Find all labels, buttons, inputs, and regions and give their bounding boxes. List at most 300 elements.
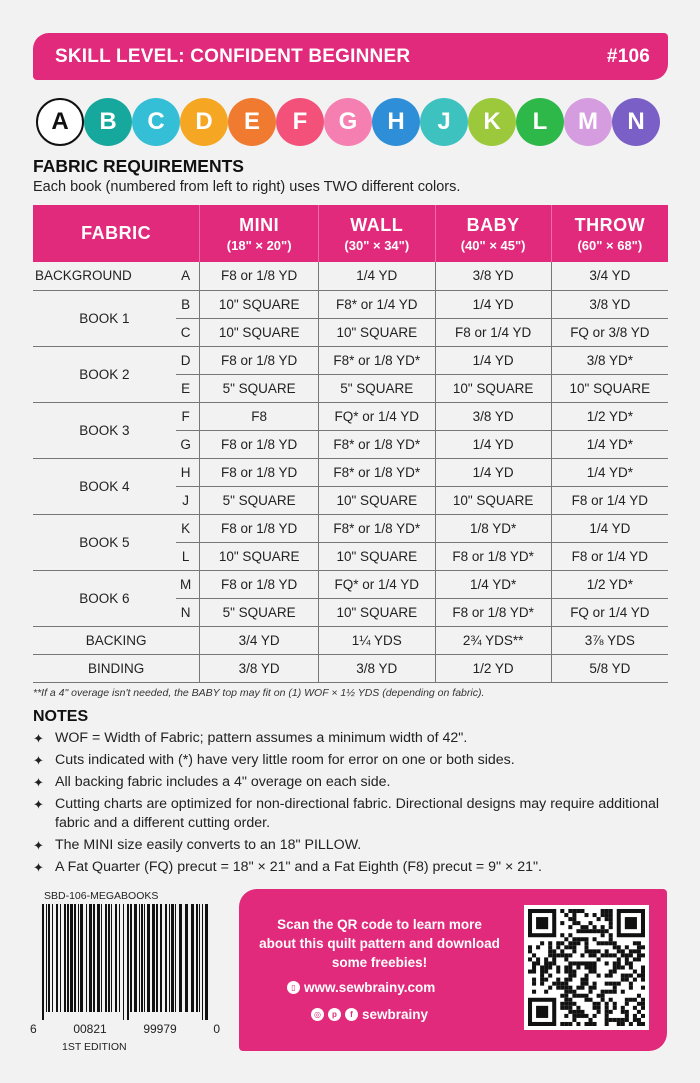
qr-module <box>617 982 621 986</box>
qr-module <box>576 961 580 965</box>
cell-mini: 3/4 YD <box>200 626 319 654</box>
qr-module <box>560 953 564 957</box>
table-row <box>33 402 668 430</box>
fabric-letter: J <box>176 486 200 514</box>
cell-throw: F8 or 1/4 YD <box>551 486 668 514</box>
qr-module <box>633 998 637 1002</box>
qr-module <box>621 1006 625 1010</box>
qr-module <box>576 1010 580 1014</box>
qr-module <box>548 965 552 969</box>
qr-module <box>597 974 601 978</box>
qr-module <box>564 1014 568 1018</box>
qr-module <box>580 909 584 913</box>
qr-module <box>621 953 625 957</box>
qr-module <box>605 1010 609 1014</box>
column-header-baby-size: (40" × 45") <box>460 237 526 253</box>
color-circle-k: K <box>468 98 516 146</box>
qr-module <box>613 1006 617 1010</box>
barcode-bar <box>86 904 87 1012</box>
qr-module <box>641 1014 645 1018</box>
website-text: www.sewbrainy.com <box>304 980 436 995</box>
qr-module <box>560 1022 564 1026</box>
fabric-letter: K <box>176 514 200 542</box>
barcode-bar <box>115 904 117 1012</box>
note-text: The MINI size easily converts to an 18" PILLOW. <box>55 837 362 853</box>
note-text: Cuts indicated with (*) have very little room for error on one or both sides. <box>55 752 515 768</box>
qr-module <box>564 957 568 961</box>
qr-module <box>584 998 588 1002</box>
qr-module <box>633 941 637 945</box>
cell-baby: 1/4 YD <box>435 346 551 374</box>
qr-module <box>589 998 593 1002</box>
qr-module <box>637 1002 641 1006</box>
column-header-mini-size: (18" × 20") <box>226 237 292 253</box>
cell-baby: 1/4 YD <box>435 430 551 458</box>
qr-module <box>617 945 621 949</box>
qr-module <box>609 937 613 941</box>
qr-module <box>564 1002 568 1006</box>
qr-module <box>576 921 580 925</box>
qr-module <box>560 1002 564 1006</box>
qr-module <box>576 937 580 941</box>
row-group-label: BOOK 3 <box>33 402 176 458</box>
qr-module <box>564 970 568 974</box>
qr-module <box>532 961 536 965</box>
row-group-label: BOOK 2 <box>33 346 176 402</box>
sku-label: SBD-106-MEGABOOKS <box>44 890 159 902</box>
table-row <box>33 514 668 542</box>
color-circle-h: H <box>372 98 420 146</box>
cell-baby: 1/2 YD <box>435 654 551 682</box>
qr-module <box>641 986 645 990</box>
barcode-bar <box>175 904 176 1012</box>
qr-module <box>556 965 560 969</box>
sparkle-bullet-icon: ✦ <box>33 860 44 875</box>
qr-module <box>564 990 568 994</box>
cell-throw: 1/4 YD* <box>551 458 668 486</box>
qr-module <box>532 953 536 957</box>
barcode-digits <box>30 1022 220 1036</box>
table-header-row <box>33 205 668 262</box>
qr-module <box>597 994 601 998</box>
qr-module <box>617 1022 621 1026</box>
qr-module <box>589 949 593 953</box>
qr-module <box>593 1014 597 1018</box>
qr-module <box>532 970 536 974</box>
qr-module <box>593 986 597 990</box>
note-item <box>33 795 673 833</box>
row-group-label: BACKGROUND <box>33 262 176 290</box>
qr-module <box>621 1010 625 1014</box>
barcode-bar <box>130 904 132 1012</box>
qr-module <box>564 994 568 998</box>
column-header-baby-name: BABY <box>466 214 520 235</box>
qr-module <box>540 982 544 986</box>
barcode-bar <box>152 904 155 1012</box>
qr-module <box>564 978 568 982</box>
qr-module <box>560 1006 564 1010</box>
qr-module <box>589 990 593 994</box>
cell-throw: 1/2 YD* <box>551 570 668 598</box>
qr-finder-module <box>536 1006 548 1018</box>
qr-module <box>560 986 564 990</box>
barcode-bar <box>80 904 83 1012</box>
qr-module <box>593 937 597 941</box>
qr-module <box>580 1014 584 1018</box>
barcode-bar <box>139 904 140 1012</box>
qr-module <box>548 961 552 965</box>
qr-module <box>637 974 641 978</box>
barcode-bar <box>171 904 174 1012</box>
qr-module <box>589 921 593 925</box>
sparkle-bullet-icon: ✦ <box>33 838 44 853</box>
column-header-wall-name: WALL <box>350 214 404 235</box>
qr-module <box>556 945 560 949</box>
qr-module <box>572 937 576 941</box>
qr-module <box>629 949 633 953</box>
table-row <box>33 654 668 682</box>
qr-module <box>564 913 568 917</box>
qr-module <box>609 909 613 913</box>
column-header-baby <box>435 205 551 262</box>
qr-module <box>560 941 564 945</box>
column-header-fabric: FABRIC <box>33 205 200 262</box>
cell-wall: F8* or 1/8 YD* <box>318 458 435 486</box>
qr-module <box>564 986 568 990</box>
qr-module <box>641 953 645 957</box>
qr-module <box>560 982 564 986</box>
qr-module <box>564 937 568 941</box>
qr-module <box>560 933 564 937</box>
qr-module <box>572 917 576 921</box>
cell-throw: F8 or 1/4 YD <box>551 542 668 570</box>
qr-module <box>584 949 588 953</box>
cell-mini: 10" SQUARE <box>200 542 319 570</box>
qr-module <box>552 953 556 957</box>
qr-code[interactable] <box>524 905 649 1030</box>
barcode-bar <box>46 904 47 1012</box>
qr-module <box>605 982 609 986</box>
cell-mini: 5" SQUARE <box>200 486 319 514</box>
cell-mini: 10" SQUARE <box>200 290 319 318</box>
qr-module <box>609 990 613 994</box>
qr-module <box>572 1014 576 1018</box>
column-header-mini-name: MINI <box>239 214 280 235</box>
social-handle[interactable] <box>311 1007 428 1022</box>
qr-module <box>544 978 548 982</box>
cell-wall: F8* or 1/8 YD* <box>318 346 435 374</box>
cell-wall: 1/4 YD <box>318 262 435 290</box>
row-group-label: BOOK 4 <box>33 458 176 514</box>
qr-module <box>552 982 556 986</box>
qr-module <box>568 945 572 949</box>
qr-module <box>621 1022 625 1026</box>
qr-module <box>629 961 633 965</box>
qr-module <box>589 1018 593 1022</box>
qr-module <box>641 1022 645 1026</box>
qr-module <box>589 986 593 990</box>
qr-module <box>605 917 609 921</box>
qr-module <box>572 909 576 913</box>
qr-module <box>568 970 572 974</box>
instagram-icon: ◎ <box>311 1008 324 1021</box>
note-item <box>33 729 673 748</box>
qr-module <box>593 970 597 974</box>
qr-module <box>605 1018 609 1022</box>
sparkle-bullet-icon: ✦ <box>33 775 44 790</box>
cell-wall: F8* or 1/4 YD <box>318 290 435 318</box>
qr-module <box>568 909 572 913</box>
cell-wall: F8* or 1/8 YD* <box>318 514 435 542</box>
qr-module <box>568 933 572 937</box>
qr-module <box>536 957 540 961</box>
fabric-letter: A <box>176 262 200 290</box>
qr-module <box>584 965 588 969</box>
qr-module <box>625 1018 629 1022</box>
qr-module <box>552 957 556 961</box>
qr-module <box>540 978 544 982</box>
qr-module <box>637 1022 641 1026</box>
cell-mini: 5" SQUARE <box>200 374 319 402</box>
qr-module <box>556 986 560 990</box>
note-item <box>33 836 673 855</box>
note-item <box>33 773 673 792</box>
row-group-label: BOOK 6 <box>33 570 176 626</box>
qr-module <box>584 978 588 982</box>
note-text: All backing fabric includes a 4" overage on each side. <box>55 774 391 790</box>
barcode-bar <box>105 904 107 1012</box>
qr-module <box>621 990 625 994</box>
qr-module <box>584 945 588 949</box>
note-text: WOF = Width of Fabric; pattern assumes a minimum width of 42". <box>55 730 468 746</box>
qr-module <box>572 961 576 965</box>
website-link[interactable] <box>287 980 435 995</box>
qr-module <box>584 982 588 986</box>
barcode-bar <box>196 904 198 1012</box>
note-item <box>33 858 673 877</box>
qr-module <box>540 974 544 978</box>
qr-module <box>633 970 637 974</box>
table-row <box>33 626 668 654</box>
cell-throw: 3/8 YD <box>551 290 668 318</box>
cell-wall: 10" SQUARE <box>318 486 435 514</box>
qr-module <box>597 941 601 945</box>
qr-module <box>584 1022 588 1026</box>
qr-module <box>572 913 576 917</box>
qr-module <box>617 965 621 969</box>
qr-module <box>605 961 609 965</box>
qr-module <box>625 957 629 961</box>
baby-footnote: **If a 4" overage isn't needed, the BABY top may fit on (1) WOF × 1½ YDS (depending on fabric). <box>33 687 485 699</box>
fabric-letter: F <box>176 402 200 430</box>
barcode-bar <box>119 904 120 1012</box>
qr-module <box>597 957 601 961</box>
qr-module <box>597 1010 601 1014</box>
cell-mini: F8 or 1/8 YD <box>200 346 319 374</box>
barcode-bar <box>123 904 124 1020</box>
color-circle-c: C <box>132 98 180 146</box>
qr-module <box>564 998 568 1002</box>
qr-module <box>568 1002 572 1006</box>
barcode-bar <box>70 904 73 1012</box>
color-circle-n: N <box>612 98 660 146</box>
cell-mini: F8 or 1/8 YD <box>200 514 319 542</box>
qr-module <box>552 961 556 965</box>
barcode-bar <box>165 904 167 1012</box>
qr-module <box>536 945 540 949</box>
qr-module <box>568 998 572 1002</box>
qr-module <box>637 957 641 961</box>
cell-baby: F8 or 1/4 YD <box>435 318 551 346</box>
qr-module <box>589 953 593 957</box>
cell-baby: 10" SQUARE <box>435 374 551 402</box>
qr-module <box>556 941 560 945</box>
qr-module <box>568 965 572 969</box>
cell-wall: F8* or 1/8 YD* <box>318 430 435 458</box>
qr-module <box>601 998 605 1002</box>
column-header-throw <box>551 205 668 262</box>
cell-baby: F8 or 1/8 YD* <box>435 542 551 570</box>
qr-module <box>528 957 532 961</box>
qr-module <box>605 1014 609 1018</box>
barcode-bar <box>147 904 150 1012</box>
cell-baby: 3/8 YD <box>435 402 551 430</box>
fabric-letter: E <box>176 374 200 402</box>
qr-module <box>589 929 593 933</box>
color-circle-m: M <box>564 98 612 146</box>
qr-module <box>613 1018 617 1022</box>
row-group-label: BACKING <box>33 626 200 654</box>
qr-module <box>613 986 617 990</box>
qr-module <box>589 961 593 965</box>
fabric-letter: L <box>176 542 200 570</box>
barcode-digit-group: 99979 <box>143 1022 177 1036</box>
barcode-bar <box>64 904 66 1012</box>
qr-module <box>576 965 580 969</box>
qr-module <box>629 998 633 1002</box>
qr-module <box>532 982 536 986</box>
qr-module <box>568 986 572 990</box>
qr-module <box>528 945 532 949</box>
qr-module <box>548 974 552 978</box>
column-header-mini <box>200 205 319 262</box>
qr-module <box>637 949 641 953</box>
fabric-letter: N <box>176 598 200 626</box>
qr-module <box>629 986 633 990</box>
column-header-throw-name: THROW <box>574 214 646 235</box>
qr-module <box>641 974 645 978</box>
qr-module <box>629 974 633 978</box>
qr-module <box>593 982 597 986</box>
cell-throw: 3/8 YD* <box>551 346 668 374</box>
qr-module <box>568 1006 572 1010</box>
qr-module <box>576 986 580 990</box>
qr-module <box>580 1010 584 1014</box>
qr-module <box>593 1002 597 1006</box>
cell-mini: F8 or 1/8 YD <box>200 262 319 290</box>
qr-module <box>609 941 613 945</box>
qr-module <box>629 982 633 986</box>
qr-module <box>548 986 552 990</box>
qr-module <box>580 982 584 986</box>
qr-module <box>641 1002 645 1006</box>
qr-module <box>633 1018 637 1022</box>
cell-wall: 10" SQUARE <box>318 542 435 570</box>
qr-module <box>548 949 552 953</box>
qr-module <box>609 953 613 957</box>
sparkle-bullet-icon: ✦ <box>33 731 44 746</box>
qr-module <box>629 965 633 969</box>
qr-module <box>597 917 601 921</box>
qr-module <box>576 1014 580 1018</box>
qr-module <box>576 1022 580 1026</box>
qr-module <box>568 917 572 921</box>
qr-module <box>621 1018 625 1022</box>
qr-module <box>584 1014 588 1018</box>
qr-module <box>584 974 588 978</box>
qr-module <box>564 1006 568 1010</box>
phone-icon: ▯ <box>287 981 300 994</box>
qr-module <box>633 978 637 982</box>
skill-level-banner <box>33 33 668 80</box>
barcode-bar <box>108 904 110 1012</box>
barcode-bar <box>93 904 95 1012</box>
qr-module <box>576 909 580 913</box>
barcode-bar <box>42 904 44 1020</box>
qr-module <box>625 998 629 1002</box>
row-group-label: BOOK 5 <box>33 514 176 570</box>
column-header-throw-size: (60" × 68") <box>577 237 643 253</box>
qr-module <box>576 941 580 945</box>
qr-module <box>609 1010 613 1014</box>
qr-module <box>641 998 645 1002</box>
qr-module <box>609 974 613 978</box>
cell-mini: 3/8 YD <box>200 654 319 682</box>
qr-module <box>564 953 568 957</box>
notes-title: NOTES <box>33 708 89 725</box>
qr-module <box>564 982 568 986</box>
qr-module <box>625 974 629 978</box>
qr-module <box>536 961 540 965</box>
cell-wall: 1¼ YDS <box>318 626 435 654</box>
qr-module <box>633 1014 637 1018</box>
fabric-letter: D <box>176 346 200 374</box>
qr-module <box>633 1006 637 1010</box>
qr-module <box>633 957 637 961</box>
qr-module <box>609 913 613 917</box>
qr-module <box>605 953 609 957</box>
qr-module <box>617 957 621 961</box>
qr-module <box>564 965 568 969</box>
qr-module <box>621 965 625 969</box>
qr-module <box>589 1022 593 1026</box>
qr-finder-module <box>625 917 637 929</box>
qr-module <box>584 961 588 965</box>
cell-throw: 10" SQUARE <box>551 374 668 402</box>
barcode-bar <box>179 904 182 1012</box>
qr-module <box>576 929 580 933</box>
qr-finder-module <box>536 917 548 929</box>
qr-module <box>568 941 572 945</box>
cell-wall: 10" SQUARE <box>318 598 435 626</box>
qr-module <box>572 990 576 994</box>
qr-module <box>633 949 637 953</box>
cell-mini: F8 or 1/8 YD <box>200 430 319 458</box>
table-row <box>33 458 668 486</box>
cell-baby: 1/4 YD <box>435 290 551 318</box>
qr-module <box>580 961 584 965</box>
qr-module <box>597 1002 601 1006</box>
